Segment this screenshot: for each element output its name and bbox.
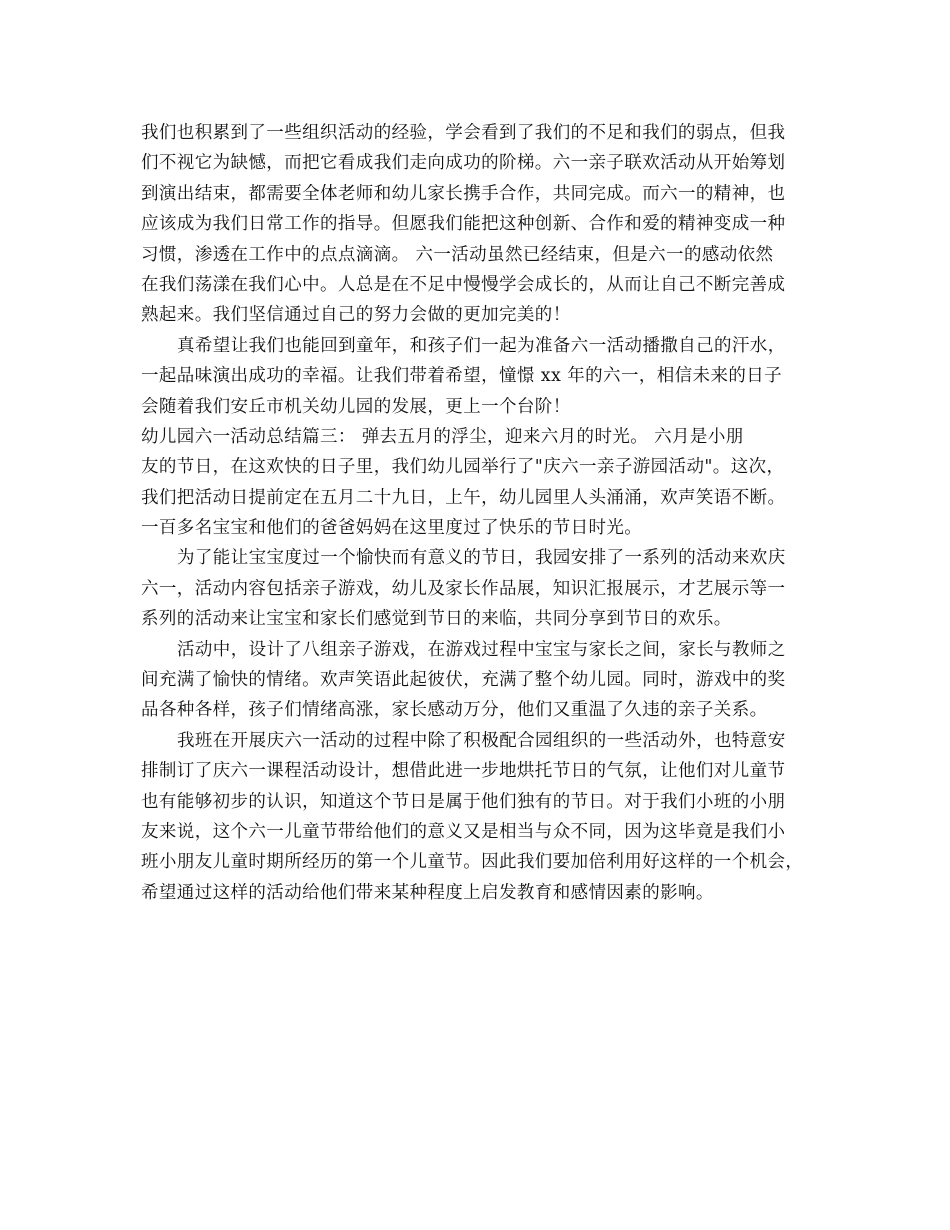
text-line: 系列的活动来让宝宝和家长们感觉到节日的来临，共同分享到节日的欢乐。 [141, 609, 732, 630]
text-line: 一起品味演出成功的幸福。让我们带着希望，憧憬 xx 年的六一，相信未来的日子 [141, 366, 783, 387]
text-line: 我们把活动日提前定在五月二十九日，上午，幼儿园里人头涌涌，欢声笑语不断。 [141, 487, 786, 508]
text-line: 们不视它为缺憾，而把它看成我们走向成功的阶梯。六一亲子联欢活动从开始筹划 [141, 153, 786, 174]
text-line: 友的节日，在这欢快的日子里，我们幼儿园举行了"庆六一亲子游园活动"。这次， [141, 457, 785, 478]
text-line: 会随着我们安丘市机关幼儿园的发展，更上一个台阶！ [141, 396, 571, 417]
paragraph-first-line: 活动中，设计了八组亲子游戏，在游戏过程中宝宝与家长之间，家长与教师之 [177, 639, 786, 660]
text-line: 品各种各样，孩子们情绪高涨，家长感动万分，他们又重温了久违的亲子关系。 [141, 700, 768, 721]
text-line: 熟起来。我们坚信通过自己的努力会做的更加完美的！ [141, 305, 571, 326]
text-line: 友来说，这个六一儿童节带给他们的意义又是相当与众不同，因为这毕竟是我们小 [141, 821, 786, 842]
text-line: 我们也积累到了一些组织活动的经验，学会看到了我们的不足和我们的弱点，但我 [141, 123, 786, 143]
text-line: 希望通过这样的活动给他们带来某种程度上启发教育和感情因素的影响。 [141, 882, 714, 903]
paragraph-first-line: 真希望让我们也能回到童年，和孩子们一起为准备六一活动播撒自己的汗水， [177, 335, 786, 356]
paragraph-first-line: 我班在开展庆六一活动的过程中除了积极配合园组织的一些活动外，也特意安 [177, 730, 786, 751]
paragraph-first-line: 为了能让宝宝度过一个愉快而有意义的节日，我园安排了一系列的活动来欢庆 [177, 548, 786, 569]
section-heading-line: 幼儿园六一活动总结篇三： 弹去五月的浮尘，迎来六月的时光。 六月是小朋 [141, 426, 744, 447]
text-line: 一百多名宝宝和他们的爸爸妈妈在这里度过了快乐的节日时光。 [141, 518, 643, 539]
text-line: 在我们荡漾在我们心中。人总是在不足中慢慢学会成长的，从而让自己不断完善成 [141, 274, 786, 295]
text-line: 应该成为我们日常工作的指导。但愿我们能把这种创新、合作和爱的精神变成一种 [141, 214, 786, 235]
text-line: 也有能够初步的认识，知道这个节日是属于他们独有的节日。对于我们小班的小朋 [141, 791, 786, 812]
text-line: 排制订了庆六一课程活动设计，想借此进一步地烘托节日的气氛，让他们对儿童节 [141, 761, 786, 782]
document-body [141, 118, 813, 908]
text-line: 到演出结束，都需要全体老师和幼儿家长携手合作，共同完成。而六一的精神，也 [141, 183, 786, 204]
text-line: 班小朋友儿童时期所经历的第一个儿童节。因此我们要加倍利用好这样的一个机会， [141, 852, 804, 873]
text-line: 六一，活动内容包括亲子游戏，幼儿及家长作品展，知识汇报展示，才艺展示等一 [141, 578, 786, 599]
text-line: 间充满了愉快的情绪。欢声笑语此起彼伏，充满了整个幼儿园。同时，游戏中的奖 [141, 670, 786, 691]
text-line: 习惯，渗透在工作中的点点滴滴。 六一活动虽然已经结束，但是六一的感动依然 [141, 244, 774, 265]
